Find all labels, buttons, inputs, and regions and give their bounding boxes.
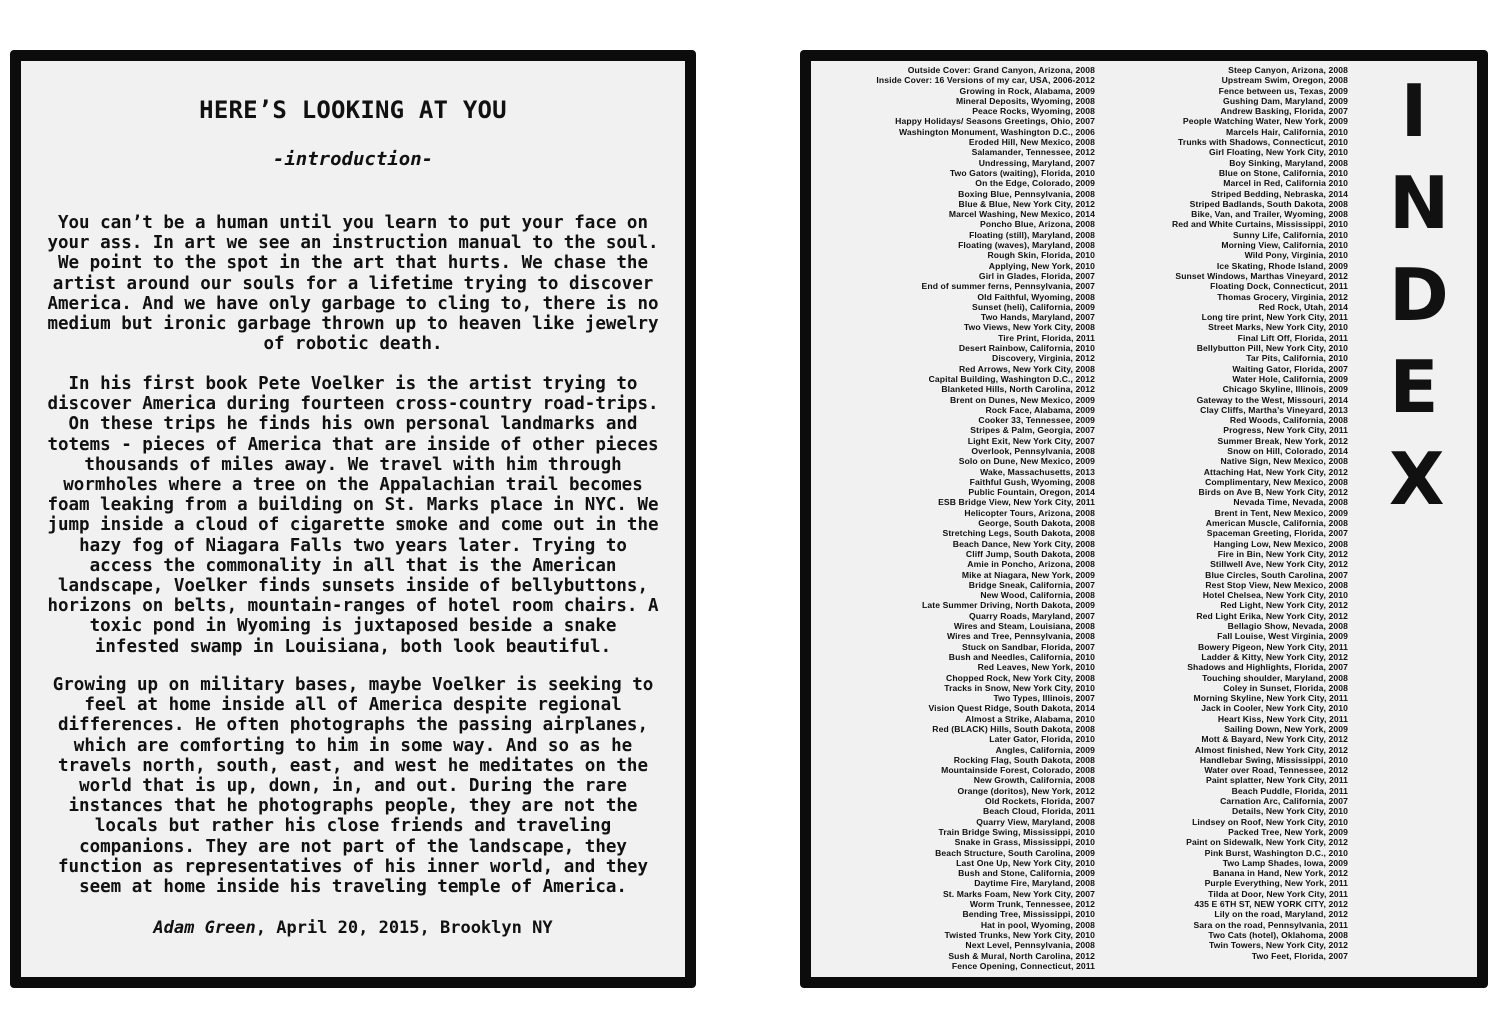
index-entry: Outside Cover: Grand Canyon, Arizona, 2008 [907, 65, 1095, 75]
index-entry: Girl Floating, New York City, 2010 [1208, 147, 1348, 158]
index-entry: Upstream Swim, Oregon, 2008 [1221, 75, 1348, 86]
index-entry: Chicago Skyline, Illinois, 2009 [1222, 384, 1348, 395]
index-entry: Floating (waves), Maryland, 2008 [958, 240, 1095, 251]
index-entry: Water Hole, California, 2009 [1232, 373, 1348, 384]
index-entry: Handlebar Swing, Mississippi, 2010 [1199, 754, 1348, 765]
index-entry: Blue & Blue, New York City, 2012 [958, 198, 1095, 209]
index-title-letter: N [1389, 161, 1450, 245]
index-entry: Boxing Blue, Pennsylvania, 2008 [958, 188, 1095, 199]
index-entry: Lily on the road, Maryland, 2012 [1214, 909, 1348, 920]
index-entry: Brent in Tent, New Mexico, 2009 [1214, 507, 1348, 518]
index-entry: Fence Opening, Connecticut, 2011 [951, 960, 1095, 971]
index-entry: Water over Road, Tennessee, 2012 [1204, 765, 1348, 776]
index-entry: End of summer ferns, Pennsylvania, 2007 [921, 281, 1095, 292]
index-entry: Undressing, Maryland, 2007 [978, 157, 1095, 168]
index-entry: Two Hands, Maryland, 2007 [980, 312, 1095, 323]
intro-paragraph-2: In his first book Pete Voelker is the artist trying to discover America during fourteen cross-country road-trips. On these trips he finds his own personal landmarks and totems - pieces of America that are inside of other pieces thousands of miles away. We travel with him through wormholes where a tree on the Appalachian trail becomes foam leaking from a building on St. Marks place in NYC. We jump inside a cloud of cigarette smoke and come out in the hazy fog of Niagara Falls two years later. Trying to access the commonality in all that is the American landscape, Voelker finds sunsets inside of bellybuttons, horizons on belts, mountain-ranges of hotel room chairs. A toxic pond in Wyoming is juxtaposed beside a snake infested swamp in Louisiana, both look beautiful. [47, 374, 659, 657]
index-entry: Fall Louise, West Virginia, 2009 [1217, 631, 1348, 642]
index-entry: Stripes & Palm, Georgia, 2007 [970, 425, 1095, 436]
index-entry: Bike, Van, and Trailer, Wyoming, 2008 [1191, 209, 1348, 220]
signature [21, 918, 685, 938]
index-entry: Touching shoulder, Maryland, 2008 [1202, 672, 1348, 683]
index-entry: Marcels Hair, California, 2010 [1226, 126, 1348, 137]
index-entry: Brent on Dunes, New Mexico, 2009 [949, 394, 1095, 405]
signature-date-place: , April 20, 2015, Brooklyn NY [255, 918, 553, 938]
index-entry: St. Marks Foam, New York City, 2007 [942, 888, 1095, 899]
index-entry: Two Lamp Shades, Iowa, 2009 [1222, 857, 1348, 868]
index-entry: Red Arrows, New York City, 2008 [958, 363, 1095, 374]
index-entry: Quarry Roads, Maryland, 2007 [968, 610, 1095, 621]
index-entry: Floating Dock, Connecticut, 2011 [1210, 281, 1348, 292]
introduction-page [10, 50, 696, 988]
index-entry: George, South Dakota, 2008 [978, 518, 1095, 529]
index-entry: Amie in Poncho, Arizona, 2008 [967, 559, 1095, 570]
index-entry: Girl in Glades, Florida, 2007 [978, 270, 1095, 281]
index-entry: Mott & Bayard, New York City, 2012 [1201, 734, 1348, 745]
index-entry: Inside Cover: 16 Versions of my car, USA, 2006-2012 [876, 75, 1095, 86]
index-page [800, 50, 1488, 988]
index-entry: Snake in Grass, Mississippi, 2010 [954, 837, 1095, 848]
index-column-2 [1172, 65, 1348, 961]
index-entry: Sara on the road, Pennsylvania, 2011 [1193, 919, 1348, 930]
index-entry: Summer Break, New York, 2012 [1217, 435, 1348, 446]
index-entry: Worm Trunk, Tennessee, 2012 [969, 899, 1095, 910]
index-entry: Striped Badlands, South Dakota, 2008 [1189, 198, 1348, 209]
index-entry: Sunset Windows, Marthas Vineyard, 2012 [1175, 270, 1348, 281]
index-entry: Details, New York City, 2010 [1231, 806, 1348, 817]
index-entry: Peace Rocks, Wyoming, 2008 [972, 106, 1095, 117]
index-entry: Floating (still), Maryland, 2008 [969, 229, 1095, 240]
index-entry: Blue on Stone, California, 2010 [1218, 167, 1348, 178]
index-entry: Daytime Fire, Maryland, 2008 [974, 878, 1095, 889]
index-entry: Eroded Hill, New Mexico, 2008 [968, 137, 1095, 148]
index-entry: Beach Puddle, Florida, 2011 [1231, 785, 1348, 796]
index-entry: Sunny Life, California, 2010 [1232, 229, 1348, 240]
index-entry: Hanging Low, New Mexico, 2008 [1213, 538, 1348, 549]
page-subtitle: -introduction- [272, 148, 434, 170]
index-entry: Progress, New York City, 2011 [1223, 425, 1348, 436]
index-entry: Washington Monument, Washington D.C., 2006 [899, 126, 1095, 137]
index-entry: Marcel Washing, New Mexico, 2014 [948, 209, 1095, 220]
index-entry: Helicopter Tours, Arizona, 2008 [964, 507, 1095, 518]
index-entry: Quarry View, Maryland, 2008 [976, 816, 1095, 827]
index-entry: Coley in Sunset, Florida, 2008 [1223, 682, 1348, 693]
index-entry: Overlook, Pennsylvania, 2008 [971, 445, 1095, 456]
index-entry: Street Marks, New York City, 2010 [1208, 322, 1348, 333]
index-column-1 [876, 65, 1095, 971]
index-entry: Faithful Gush, Wyoming, 2008 [969, 476, 1095, 487]
index-entry: Rocking Flag, South Dakota, 2008 [953, 754, 1095, 765]
index-entry: Lindsey on Roof, New York City, 2010 [1192, 816, 1348, 827]
index-entry: Packed Tree, New York, 2009 [1228, 826, 1348, 837]
index-entry: Marcel in Red, California 2010 [1223, 178, 1348, 189]
index-entry: Last One Up, New York City, 2010 [956, 857, 1095, 868]
index-entry: Wires and Steam, Louisiana, 2008 [953, 621, 1095, 632]
index-entry: Sailing Down, New York, 2009 [1224, 724, 1348, 734]
index-entry: Bowery Pigeon, New York City, 2011 [1197, 641, 1348, 652]
index-title [1389, 65, 1450, 525]
index-entry: Cliff Jump, South Dakota, 2008 [965, 548, 1095, 559]
index-entry: Two Types, Illinois, 2007 [993, 693, 1095, 704]
index-entry: Bending Tree, Mississippi, 2010 [962, 909, 1095, 920]
index-entry: Almost a Strike, Alabama, 2010 [965, 713, 1095, 724]
index-entry: Old Rockets, Florida, 2007 [984, 796, 1095, 807]
index-title-letter: E [1389, 345, 1439, 429]
index-entry: Later Gator, Florida, 2010 [989, 734, 1095, 745]
index-entry: Salamander, Tennessee, 2012 [971, 147, 1095, 158]
index-entry: New Growth, California, 2008 [973, 775, 1095, 786]
index-entry: Poncho Blue, Arizona, 2008 [980, 219, 1095, 230]
index-entry: Paint on Sidewalk, New York City, 2012 [1186, 837, 1348, 848]
index-entry: Red and White Curtains, Mississippi, 2010 [1171, 219, 1348, 230]
index-entry: Next Level, Pennsylvania, 2008 [965, 940, 1095, 951]
intro-paragraph-3: Growing up on military bases, maybe Voelker is seeking to feel at home inside all of America despite regional differences. He often photographs the passing airplanes, which are comforting to him in some way. And so as he travels north, south, east, and west he meditates on the world that is up, down, in, and out. During the rare instances that he photographs people, they are not the locals but rather his close friends and traveling companions. They are not part of the landscape, they function as representatives of his inner world, and they seem at home inside his traveling temple of America. [52, 675, 654, 898]
index-entry: Carnation Arc, California, 2007 [1220, 796, 1348, 807]
index-entry: Red Light, New York City, 2012 [1220, 600, 1348, 611]
index-title-letter: I [1400, 69, 1428, 153]
index-entry: Chopped Rock, New York City, 2008 [946, 672, 1095, 683]
index-entry: Light Exit, New York City, 2007 [967, 435, 1095, 446]
index-entry: Blanketed Hills, North Carolina, 2012 [941, 384, 1095, 395]
index-entry: Banana in Hand, New York, 2012 [1213, 868, 1348, 879]
index-entry: Morning View, California, 2010 [1221, 240, 1348, 251]
index-entry: Mineral Deposits, Wyoming, 2008 [955, 95, 1095, 106]
index-entry: Final Lift Off, Florida, 2011 [1237, 332, 1348, 343]
index-entry: Birds on Ave B, New York City, 2012 [1198, 487, 1348, 498]
index-entry: Bush and Needles, California, 2010 [948, 651, 1095, 662]
index-entry: Twisted Trunks, New York City, 2010 [944, 929, 1095, 940]
index-entry: Public Fountain, Oregon, 2014 [968, 487, 1095, 498]
index-entry: People Watching Water, New York, 2009 [1182, 116, 1348, 127]
index-entry: ESB Bridge View, New York City, 2011 [938, 497, 1095, 508]
index-entry: New Wood, California, 2008 [980, 590, 1095, 601]
index-entry: Waiting Gator, Florida, 2007 [1232, 363, 1348, 374]
index-entry: Two Gators (waiting), Florida, 2010 [949, 167, 1095, 178]
index-entry: Andrew Basking, Florida, 2007 [1220, 106, 1348, 117]
index-entry: Snow on Hill, Colorado, 2014 [1227, 445, 1348, 456]
index-entry: Heart Kiss, New York City, 2011 [1217, 713, 1348, 724]
index-entry: Cooker 33, Tennessee, 2009 [978, 415, 1095, 426]
index-entry: Capital Building, Washington D.C., 2012 [928, 373, 1095, 384]
index-entry: Steep Canyon, Arizona, 2008 [1228, 65, 1348, 75]
index-entry: Rough Skin, Florida, 2010 [987, 250, 1095, 261]
index-entry: Two Views, New York City, 2008 [963, 322, 1095, 333]
index-entry: American Muscle, California, 2008 [1205, 518, 1348, 529]
page-title: HERE’S LOOKING AT YOU [199, 96, 507, 124]
index-entry: Purple Everything, New York, 2011 [1204, 878, 1348, 889]
index-title-letter: D [1389, 253, 1449, 337]
index-entry: Gateway to the West, Missouri, 2014 [1196, 394, 1348, 405]
index-entry: Applying, New York, 2010 [988, 260, 1095, 271]
signature-author: Adam Green [153, 918, 256, 938]
index-entry: Ice Skating, Rhode Island, 2009 [1216, 260, 1348, 271]
index-entry: Rest Stop View, New Mexico, 2008 [1205, 579, 1348, 590]
index-entry: Pink Burst, Washington D.C., 2010 [1204, 847, 1348, 858]
index-entry: Wires and Tree, Pennsylvania, 2008 [946, 631, 1095, 642]
index-entry: On the Edge, Colorado, 2009 [975, 178, 1095, 189]
index-entry: Stuck on Sandbar, Florida, 2007 [961, 641, 1095, 652]
index-entry: Red (BLACK) Hills, South Dakota, 2008 [932, 724, 1095, 734]
index-entry: Two Cats (hotel), Oklahoma, 2008 [1208, 929, 1348, 940]
index-entry: Tilda at Door, New York City, 2011 [1208, 888, 1348, 899]
index-entry: Spaceman Greeting, Florida, 2007 [1206, 528, 1348, 539]
index-entry: Fence between us, Texas, 2009 [1218, 85, 1348, 96]
index-entry: Mountainside Forest, Colorado, 2008 [941, 765, 1095, 776]
index-entry: Hat in pool, Wyoming, 2008 [980, 919, 1095, 930]
index-entry: Almost finished, New York City, 2012 [1194, 744, 1348, 755]
index-entry: 435 E 6TH ST, NEW YORK CITY, 2012 [1194, 899, 1348, 910]
index-entry: Angles, California, 2009 [995, 744, 1095, 755]
index-entry: Old Faithful, Wyoming, 2008 [977, 291, 1095, 302]
index-entry: Rock Face, Alabama, 2009 [985, 404, 1095, 415]
index-entry: Tire Print, Florida, 2011 [998, 332, 1095, 343]
index-entry: Blue Circles, South Carolina, 2007 [1205, 569, 1348, 580]
index-entry: Hotel Chelsea, New York City, 2010 [1202, 590, 1348, 601]
index-entry: Sush & Mural, North Carolina, 2012 [948, 950, 1095, 961]
index-entry: Ladder & Kitty, New York City, 2012 [1201, 651, 1348, 662]
index-entry: Beach Structure, South Carolina, 2009 [935, 847, 1095, 858]
index-entry: Beach Dance, New York City, 2008 [952, 538, 1095, 549]
index-entry: Bridge Sneak, California, 2007 [968, 579, 1095, 590]
index-entry: Bellybutton Pill, New York City, 2010 [1196, 343, 1348, 354]
index-entry: Wake, Massachusetts, 2013 [980, 466, 1095, 477]
index-entry: Bush and Stone, California, 2009 [958, 868, 1095, 879]
index-entry: Long tire print, New York City, 2011 [1201, 312, 1348, 323]
index-entry: Trunks with Shadows, Connecticut, 2010 [1178, 137, 1348, 148]
index-entry: Happy Holidays/ Seasons Greetings, Ohio, 2007 [895, 116, 1095, 127]
index-entry: Nevada Time, Nevada, 2008 [1233, 497, 1348, 508]
index-entry: Red Rock, Utah, 2014 [1258, 301, 1348, 312]
index-entry: Wild Pony, Virginia, 2010 [1244, 250, 1348, 261]
index-entry: Mike at Niagara, New York, 2009 [961, 569, 1095, 580]
index-entry: Late Summer Driving, North Dakota, 2009 [922, 600, 1095, 611]
index-entry: Sunset (heli), California, 2009 [972, 301, 1095, 312]
index-entry: Tar Pits, California, 2010 [1246, 353, 1348, 364]
index-entry: Vision Quest Ridge, South Dakota, 2014 [928, 703, 1095, 714]
index-entry: Paint splatter, New York City, 2011 [1205, 775, 1348, 786]
index-entry: Jack in Cooler, New York City, 2010 [1201, 703, 1348, 714]
index-entry: Tracks in Snow, New York City, 2010 [944, 682, 1095, 693]
index-entry: Native Sign, New Mexico, 2008 [1220, 456, 1348, 467]
index-entry: Attaching Hat, New York City, 2012 [1203, 466, 1348, 477]
index-entry: Bellagio Show, Nevada, 2008 [1227, 621, 1348, 632]
index-entry: Clay Cliffs, Martha’s Vineyard, 2013 [1200, 404, 1348, 415]
index-entry: Train Bridge Swing, Mississippi, 2010 [938, 826, 1095, 837]
index-entry: Desert Rainbow, California, 2010 [958, 343, 1095, 354]
index-entry: Shadows and Highlights, Florida, 2007 [1187, 662, 1348, 673]
index-entry: Solo on Dune, New Mexico, 2009 [958, 456, 1095, 467]
index-entry: Morning Skyline, New York City, 2011 [1193, 693, 1348, 704]
index-entry: Red Leaves, New York, 2010 [977, 662, 1095, 673]
index-entry: Red Light Erika, New York City, 2012 [1196, 610, 1348, 621]
index-entry: Beach Cloud, Florida, 2011 [983, 806, 1095, 817]
index-entry: Thomas Grocery, Virginia, 2012 [1217, 291, 1348, 302]
index-entry: Gushing Dam, Maryland, 2009 [1223, 95, 1348, 106]
index-entry: Stretching Legs, South Dakota, 2008 [942, 528, 1095, 539]
index-entry: Complimentary, New Mexico, 2008 [1205, 476, 1348, 487]
index-entry: Twin Towers, New York City, 2012 [1209, 940, 1348, 951]
index-entry: Boy Sinking, Maryland, 2008 [1229, 157, 1348, 168]
index-entry: Orange (doritos), New York, 2012 [957, 785, 1095, 796]
index-entry: Growing in Rock, Alabama, 2009 [959, 85, 1095, 96]
index-title-letter: X [1389, 437, 1445, 521]
index-entry: Fire in Bin, New York City, 2012 [1217, 548, 1348, 559]
index-entry: Red Woods, California, 2008 [1229, 415, 1348, 426]
index-entry: Stillwell Ave, New York City, 2012 [1210, 559, 1348, 570]
index-entry: Striped Bedding, Nebraska, 2014 [1211, 188, 1348, 199]
index-entry: Discovery, Virginia, 2012 [992, 353, 1095, 364]
index-entry: Two Feet, Florida, 2007 [1251, 950, 1348, 961]
intro-paragraph-1: You can’t be a human until you learn to put your face on your ass. In art we see an instruction manual to the soul. We point to the spot in the art that hurts. We chase the artist around our souls for a lifetime trying to discover America. And we have only garbage to cling to, there is no medium but ironic garbage thrown up to heaven like jewelry of robotic death. [47, 213, 659, 355]
